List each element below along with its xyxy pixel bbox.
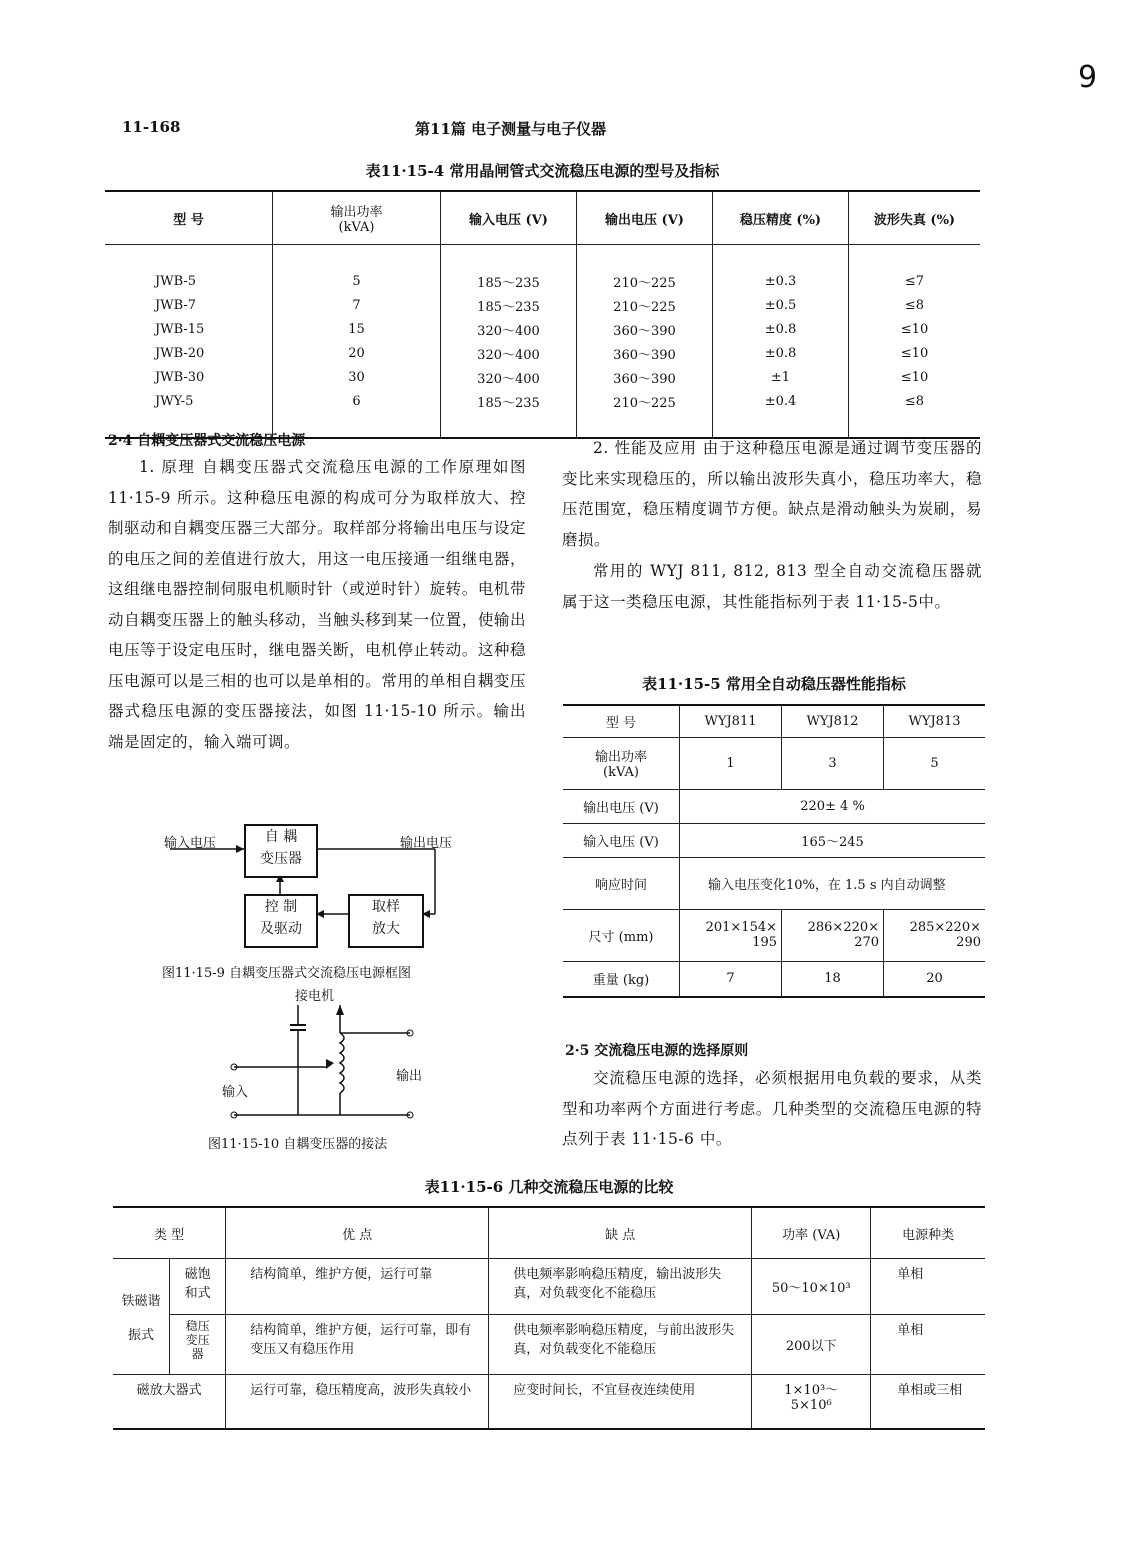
section-2-4-title: 2·4 自耦变压器式交流稳压电源 [108,433,306,449]
table-row [105,341,980,365]
page-number: 11-168 [122,118,181,136]
autotransformer-block: 自 耦 变压器 [244,824,318,878]
section-2-4-paragraph: 1. 原理 自耦变压器式交流稳压电源的工作原理如图 11·15-9 所示。这种稳压电源的构成可分为取样放大、控制驱动和自耦变压器三大部分。取样部分将输出电压与设定的电压之间的差值进行放大，用这一电压接通一组继电器，这组继电器控制伺服电机顺时针（或逆时针）旋转。电机带动自耦变压器上的触头移动，当触头移到某一位置，使输出电压等于设定电压时，继电器关断，电机停止转动。这种稳压电源可以是三相的也可以是单相的。常用的单相自耦变压器式稳压电源的变压器接法，如图 11·15-10 所示。输出端是固定的，输入端可调。 [108,458,526,751]
table-cell: 210～225 [577,293,713,317]
table-row [563,737,985,789]
table-cell: 结构简单，维护方便，运行可靠，即有变压又有稳压作用 [226,1315,489,1375]
table1-header-row [105,191,980,245]
figure-11-15-9 [160,822,490,962]
table-cell: 185～235 [441,269,577,293]
table-cell: 360～390 [577,365,713,389]
table-row [563,789,985,823]
table-cell: 3 [782,737,884,789]
table3 [113,1206,985,1430]
table1-header: 波形失真 (%) [849,191,981,245]
table-row [105,365,980,389]
table-cell: 201×154× 195 [680,909,782,961]
table-cell: 输出电压 (V) [563,789,680,823]
table-cell: 30 [273,365,441,389]
table-cell: 1 [680,737,782,789]
table-cell: 220± 4 % [680,789,986,823]
performance-paragraph: 2. 性能及应用 由于这种稳压电源是通过调节变压器的变比来实现稳压的，所以输出波形失真小，稳压功率大，稳压范围宽，稳压精度调节方便。缺点是滑动触头为炭刷，易磨损。 [562,439,982,549]
table-cell: 优 点 [226,1207,489,1259]
table3-caption: 表11·15-6 几种交流稳压电源的比较 [424,1178,674,1196]
table-row [113,1259,985,1315]
table-cell: 结构简单，维护方便，运行可靠 [226,1259,489,1315]
table-cell: ±1 [713,365,849,389]
table-cell: 型 号 [563,705,680,737]
table-cell: JWB-30 [155,369,205,385]
table-row [105,389,980,413]
table-cell: 稳压 变压 器 [170,1315,226,1375]
table3-header-row [113,1207,985,1259]
table-cell: ≤8 [849,389,981,413]
table-cell: 285×220× 290 [884,909,985,961]
table1-header: 输出功率 (kVA) [273,191,441,245]
table-cell: WYJ812 [782,705,884,737]
table-cell: 320～400 [441,317,577,341]
table-cell: 应变时间长，不宜昼夜连续使用 [489,1375,752,1429]
table-cell: 单相 [871,1259,985,1315]
table-cell: 185～235 [441,293,577,317]
table-cell: ±0.8 [713,341,849,365]
figure-11-15-10 [220,985,450,1125]
table-cell: 360～390 [577,341,713,365]
page-corner-number: 9 [1078,60,1098,95]
table1-header: 型 号 [105,191,273,245]
table-cell: 7 [273,293,441,317]
table-row [563,909,985,961]
table-cell: ≤10 [849,365,981,389]
table-cell: 1×10³～ 5×10⁶ [752,1375,871,1429]
section-2-5-paragraph: 交流稳压电源的选择，必须根据用电负载的要求，从类型和功率两个方面进行考虑。几种类型的交流稳压电源的特点列于表 11·15-6 中。 [562,1069,982,1148]
table-cell: ±0.8 [713,317,849,341]
table-cell: ≤7 [849,269,981,293]
table-cell: 铁磁谐 振式 [113,1259,170,1375]
table-cell: 50～10×10³ [752,1259,871,1315]
table-cell: 磁饱 和式 [170,1259,226,1315]
table-cell: 18 [782,961,884,997]
table-cell: JWB-20 [155,345,205,361]
table-cell: 165～245 [680,823,986,857]
table-cell: JWY-5 [155,393,194,409]
figure-11-15-9-caption: 图11·15-9 自耦变压器式交流稳压电源框图 [162,966,412,981]
table-cell: 类 型 [113,1207,226,1259]
table-cell: ≤10 [849,317,981,341]
output-label: 输出 [396,1069,423,1084]
table-cell: ≤8 [849,293,981,317]
table-cell: 输出功率 (kVA) [563,737,680,789]
table-cell: 功率 (VA) [752,1207,871,1259]
table-cell: 286×220× 270 [782,909,884,961]
table-cell: 响应时间 [563,857,680,909]
table-cell: 重量 (kg) [563,961,680,997]
table-cell: 运行可靠，稳压精度高，波形失真较小 [226,1375,489,1429]
table-cell: 输入电压 (V) [563,823,680,857]
table-row [563,705,985,737]
table-row [105,269,980,293]
table-cell: 15 [273,317,441,341]
running-header: 第11篇 电子测量与电子仪器 [415,120,607,138]
table-cell: JWB-15 [155,321,205,337]
section-2-5-title: 2·5 交流稳压电源的选择原则 [565,1043,749,1059]
table-cell: ±0.5 [713,293,849,317]
table-cell: 210～225 [577,269,713,293]
table1 [105,190,980,439]
table-cell: 210～225 [577,389,713,413]
table-row [563,961,985,997]
table-cell: 320～400 [441,341,577,365]
table-cell: 7 [680,961,782,997]
table-cell: JWB-7 [155,297,197,313]
table-row [105,293,980,317]
table-cell: 供电频率影响稳压精度，与前出波形失真，对负载变化不能稳压 [489,1315,752,1375]
table-row [113,1375,985,1429]
table-cell: 185～235 [441,389,577,413]
table2 [563,704,985,998]
figure-11-15-10-caption: 图11·15-10 自耦变压器的接法 [208,1137,388,1152]
table-cell: ≤10 [849,341,981,365]
autotransformer-wiring [220,985,450,1125]
table-row [113,1315,985,1375]
table-cell: 20 [273,341,441,365]
table1-header: 输入电压 (V) [441,191,577,245]
input-voltage-label: 输入电压 [164,836,217,851]
control-drive-block: 控 制 及驱动 [244,894,318,948]
table-cell: ±0.4 [713,389,849,413]
sampling-amplifier-block: 取样 放大 [348,894,424,948]
table-cell: 缺 点 [489,1207,752,1259]
table-cell: 磁放大器式 [113,1375,226,1429]
table-cell: 5 [884,737,985,789]
table1-caption: 表11·15-4 常用晶闸管式交流稳压电源的型号及指标 [365,162,720,180]
table-row [563,857,985,909]
table-cell: 单相或三相 [871,1375,985,1429]
table-cell: WYJ813 [884,705,985,737]
table-cell: 200以下 [752,1315,871,1375]
table-cell: 5 [273,269,441,293]
table-cell: ±0.3 [713,269,849,293]
table1-header: 输出电压 (V) [577,191,713,245]
table-cell: 320～400 [441,365,577,389]
table-cell: 单相 [871,1315,985,1375]
table-cell: 360～390 [577,317,713,341]
table-cell: 输入电压变化10%，在 1.5 s 内自动调整 [680,857,986,909]
table-cell: 6 [273,389,441,413]
table-cell: WYJ811 [680,705,782,737]
table-row [563,823,985,857]
motor-label: 接电机 [295,989,335,1004]
input-label: 输入 [222,1085,249,1100]
table-cell: 尺寸 (mm) [563,909,680,961]
output-voltage-label: 输出电压 [400,836,453,851]
wyj-paragraph: 常用的 WYJ 811, 812, 813 型全自动交流稳压器就属于这一类稳压电源，其性能指标列于表 11·15-5中。 [562,562,982,611]
table-row [105,317,980,341]
table2-caption: 表11·15-5 常用全自动稳压器性能指标 [642,675,906,693]
table-cell: JWB-5 [155,273,197,289]
table-cell: 电源种类 [871,1207,985,1259]
table1-header: 稳压精度 (%) [713,191,849,245]
table-cell: 20 [884,961,985,997]
table-cell: 供电频率影响稳压精度，输出波形失真，对负载变化不能稳压 [489,1259,752,1315]
